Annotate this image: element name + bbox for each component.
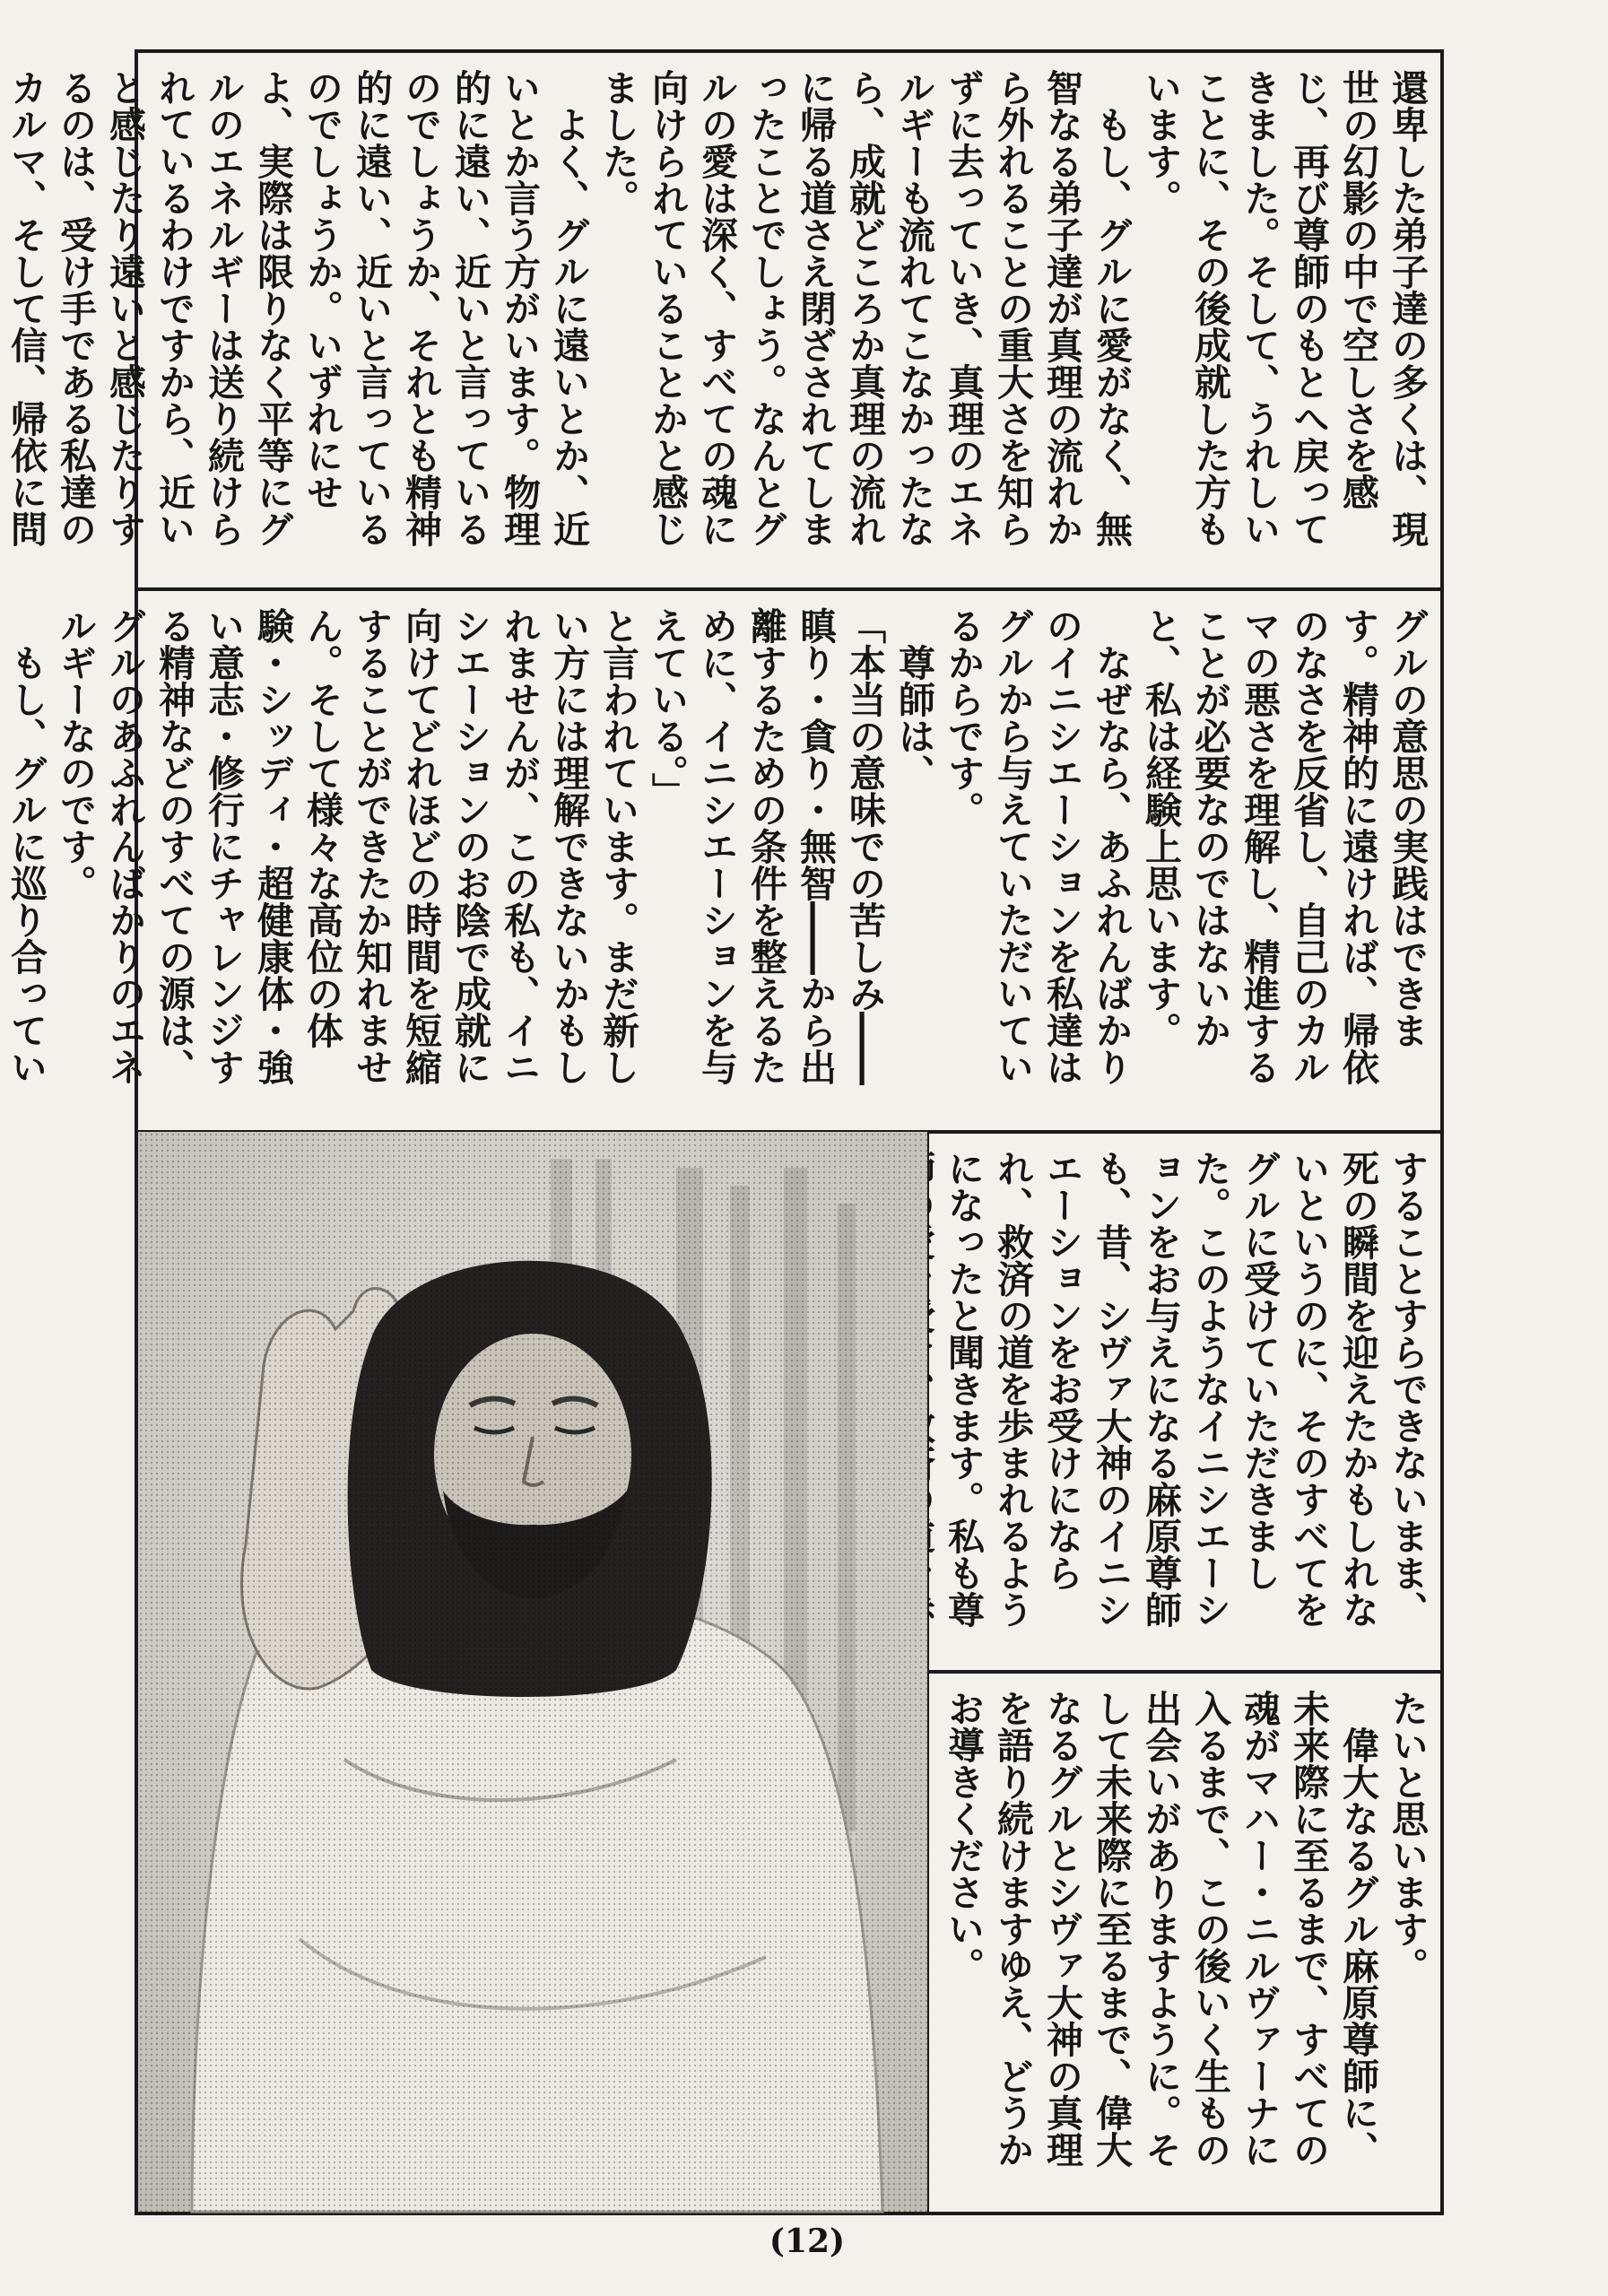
text-block-right-lower	[929, 1674, 1440, 2212]
text-block-right-upper	[929, 1134, 1440, 1670]
paragraph: よく、グルに遠いとか、近いとか言う方がいます。物理的に遠い、近いと言っているのでしょうか、それとも精神的に遠い、近いと言っているのでしょうか。いずれにせよ、実際は限りなく平等にグルのエネルギーは送り続けられているわけですから、近いと感じたり遠いと感じたりするのは、受け手である私達のカルマ、そして信、帰依に問	[4, 69, 590, 547]
paragraph: することすらできないまま、死の瞬間を迎えたかもしれないというのに、そのすべてをグルに受けていただきました。このようなイニシエーションをお与えになる麻原尊師も、昔、シヴァ大神のイニシエーションをお受けになられ、救済の道を歩まれるようになったと聞きます。私も尊	[942, 1150, 1429, 1628]
page-number: (12)	[769, 2222, 846, 2260]
paragraph: 偉大なるグル麻原尊師に、未来際に至るまで、すべての魂がマハー・ニルヴァーナに入るまで、この後いく生もの出会いがありますように。そして未来際に至るまで、偉大なるグルとシヴァ大神の真理を語り続けますゆえ、どうかお導きください。	[942, 1690, 1379, 2168]
photo-portrait	[138, 1132, 927, 2212]
paragraph: もし、グルに愛がなく、無智なる弟子達が真理の流れから外れることの重大さを知らずに去っていき、真理のエネルギーも流れてこなかったなら、成就どころか真理の流れに帰る道さえ閉ざされてしまったことでしょう。なんとグルの愛は深く、すべての魂に向けられていることかと感じました。	[596, 69, 1133, 547]
text-block-middle	[4, 591, 1440, 1130]
paragraph: 尊師は、	[892, 644, 935, 791]
text-block-top	[4, 53, 1440, 587]
paragraph: なぜなら、あふれんばかりのイニシエーションを私達はグルから与えていただいているからです。	[942, 607, 1133, 1085]
paragraph: と言われています。まだ新しい方には理解できないかもしれませんが、この私も、イニシエーションのお陰で成就に向けてどれほどの時間を短縮することができたか知れません。そして様々な高位の体験・シッディ・超健康体・強い意志・修行にチャレンジする精神などのすべての源は、グルのあふれんばかりのエネルギーなのです。	[54, 607, 639, 1085]
quotation: 「本当の意味での苦しみ――瞋り・貪り・無智――から出離するための条件を整えるために、イニシエーションを与えている。」	[646, 607, 886, 1085]
paragraph: たいと思います。	[1386, 1690, 1429, 1984]
paragraph: グルの意思の実践はできます。精神的に遠ければ、帰依のなさを反省し、自己のカルマの悪さを理解し、精進することが必要なのではないかと、私は経験上思います。	[1139, 607, 1429, 1085]
paragraph: もし、グルに巡り合ってい	[4, 644, 48, 1085]
paragraph: 還卑した弟子達の多くは、現世の幻影の中で空しさを感じ、再び尊師のもとへ戻ってきました。そして、うれしいことに、その後成就した方もいます。	[1139, 69, 1429, 547]
